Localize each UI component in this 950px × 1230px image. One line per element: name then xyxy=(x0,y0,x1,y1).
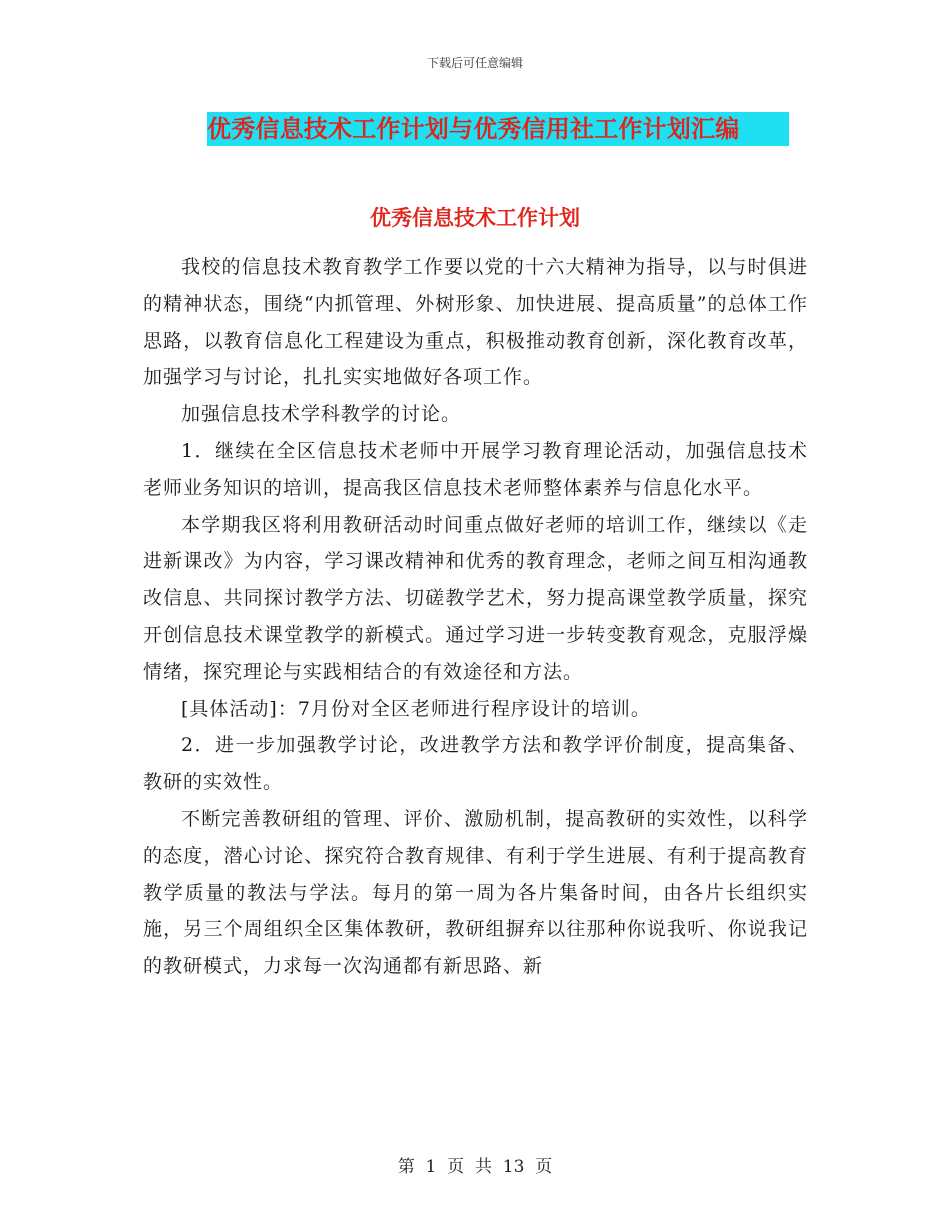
paragraph: 2．进一步加强教学讨论，改进教学方法和教学评价制度，提高集备、教研的实效性。 xyxy=(143,734,808,794)
main-title: 优秀信息技术工作计划与优秀信用社工作计划汇编 xyxy=(207,115,740,143)
sub-title: 优秀信息技术工作计划 xyxy=(370,206,580,230)
paragraph: [具体活动]：7月份对全区老师进行程序设计的培训。 xyxy=(181,697,651,720)
paragraph: 不断完善教研组的管理、评价、激励机制，提高教研的实效性，以科学的态度，潜心讨论、探究符合教育规律、有利于学生进展、有利于提高教育教学质量的教法与学法。每月的第一周为各片集备时间，由各片长组织实施，另三个周组织全区集体教研，教研组摒弃以往那种你说我听、你说我记的教研模式，力求每一次沟通都有新思路、新 xyxy=(143,807,808,978)
paragraph: 1．继续在全区信息技术老师中开展学习教育理论活动，加强信息技术老师业务知识的培训，提高我区信息技术老师整体素养与信息化水平。 xyxy=(143,439,808,499)
main-title-highlight xyxy=(207,112,789,146)
page-number-footer: 第 1 页 共 13 页 xyxy=(397,1157,553,1177)
paragraph: 加强信息技术学科教学的讨论。 xyxy=(181,403,462,426)
paragraph: 本学期我区将利用教研活动时间重点做好老师的培训工作，继续以《走进新课改》为内容，学习课改精神和优秀的教育理念，老师之间互相沟通教改信息、共同探讨教学方法、切磋教学艺术，努力提高课堂教学质量，探究开创信息技术课堂教学的新模式。通过学习进一步转变教育观念，克服浮燥情绪，探究理论与实践相结合的有效途径和方法。 xyxy=(143,513,808,683)
document-body xyxy=(143,249,808,985)
paragraph: 我校的信息技术教育教学工作要以党的十六大精神为指导，以与时俱进的精神状态，围绕“内抓管理、外树形象、加快进展、提高质量”的总体工作思路，以教育信息化工程建设为重点，积极推动教育创新，深化教育改革，加强学习与讨论，扎扎实实地做好各项工作。 xyxy=(143,256,808,389)
header-note: 下载后可任意编辑 xyxy=(426,56,523,70)
